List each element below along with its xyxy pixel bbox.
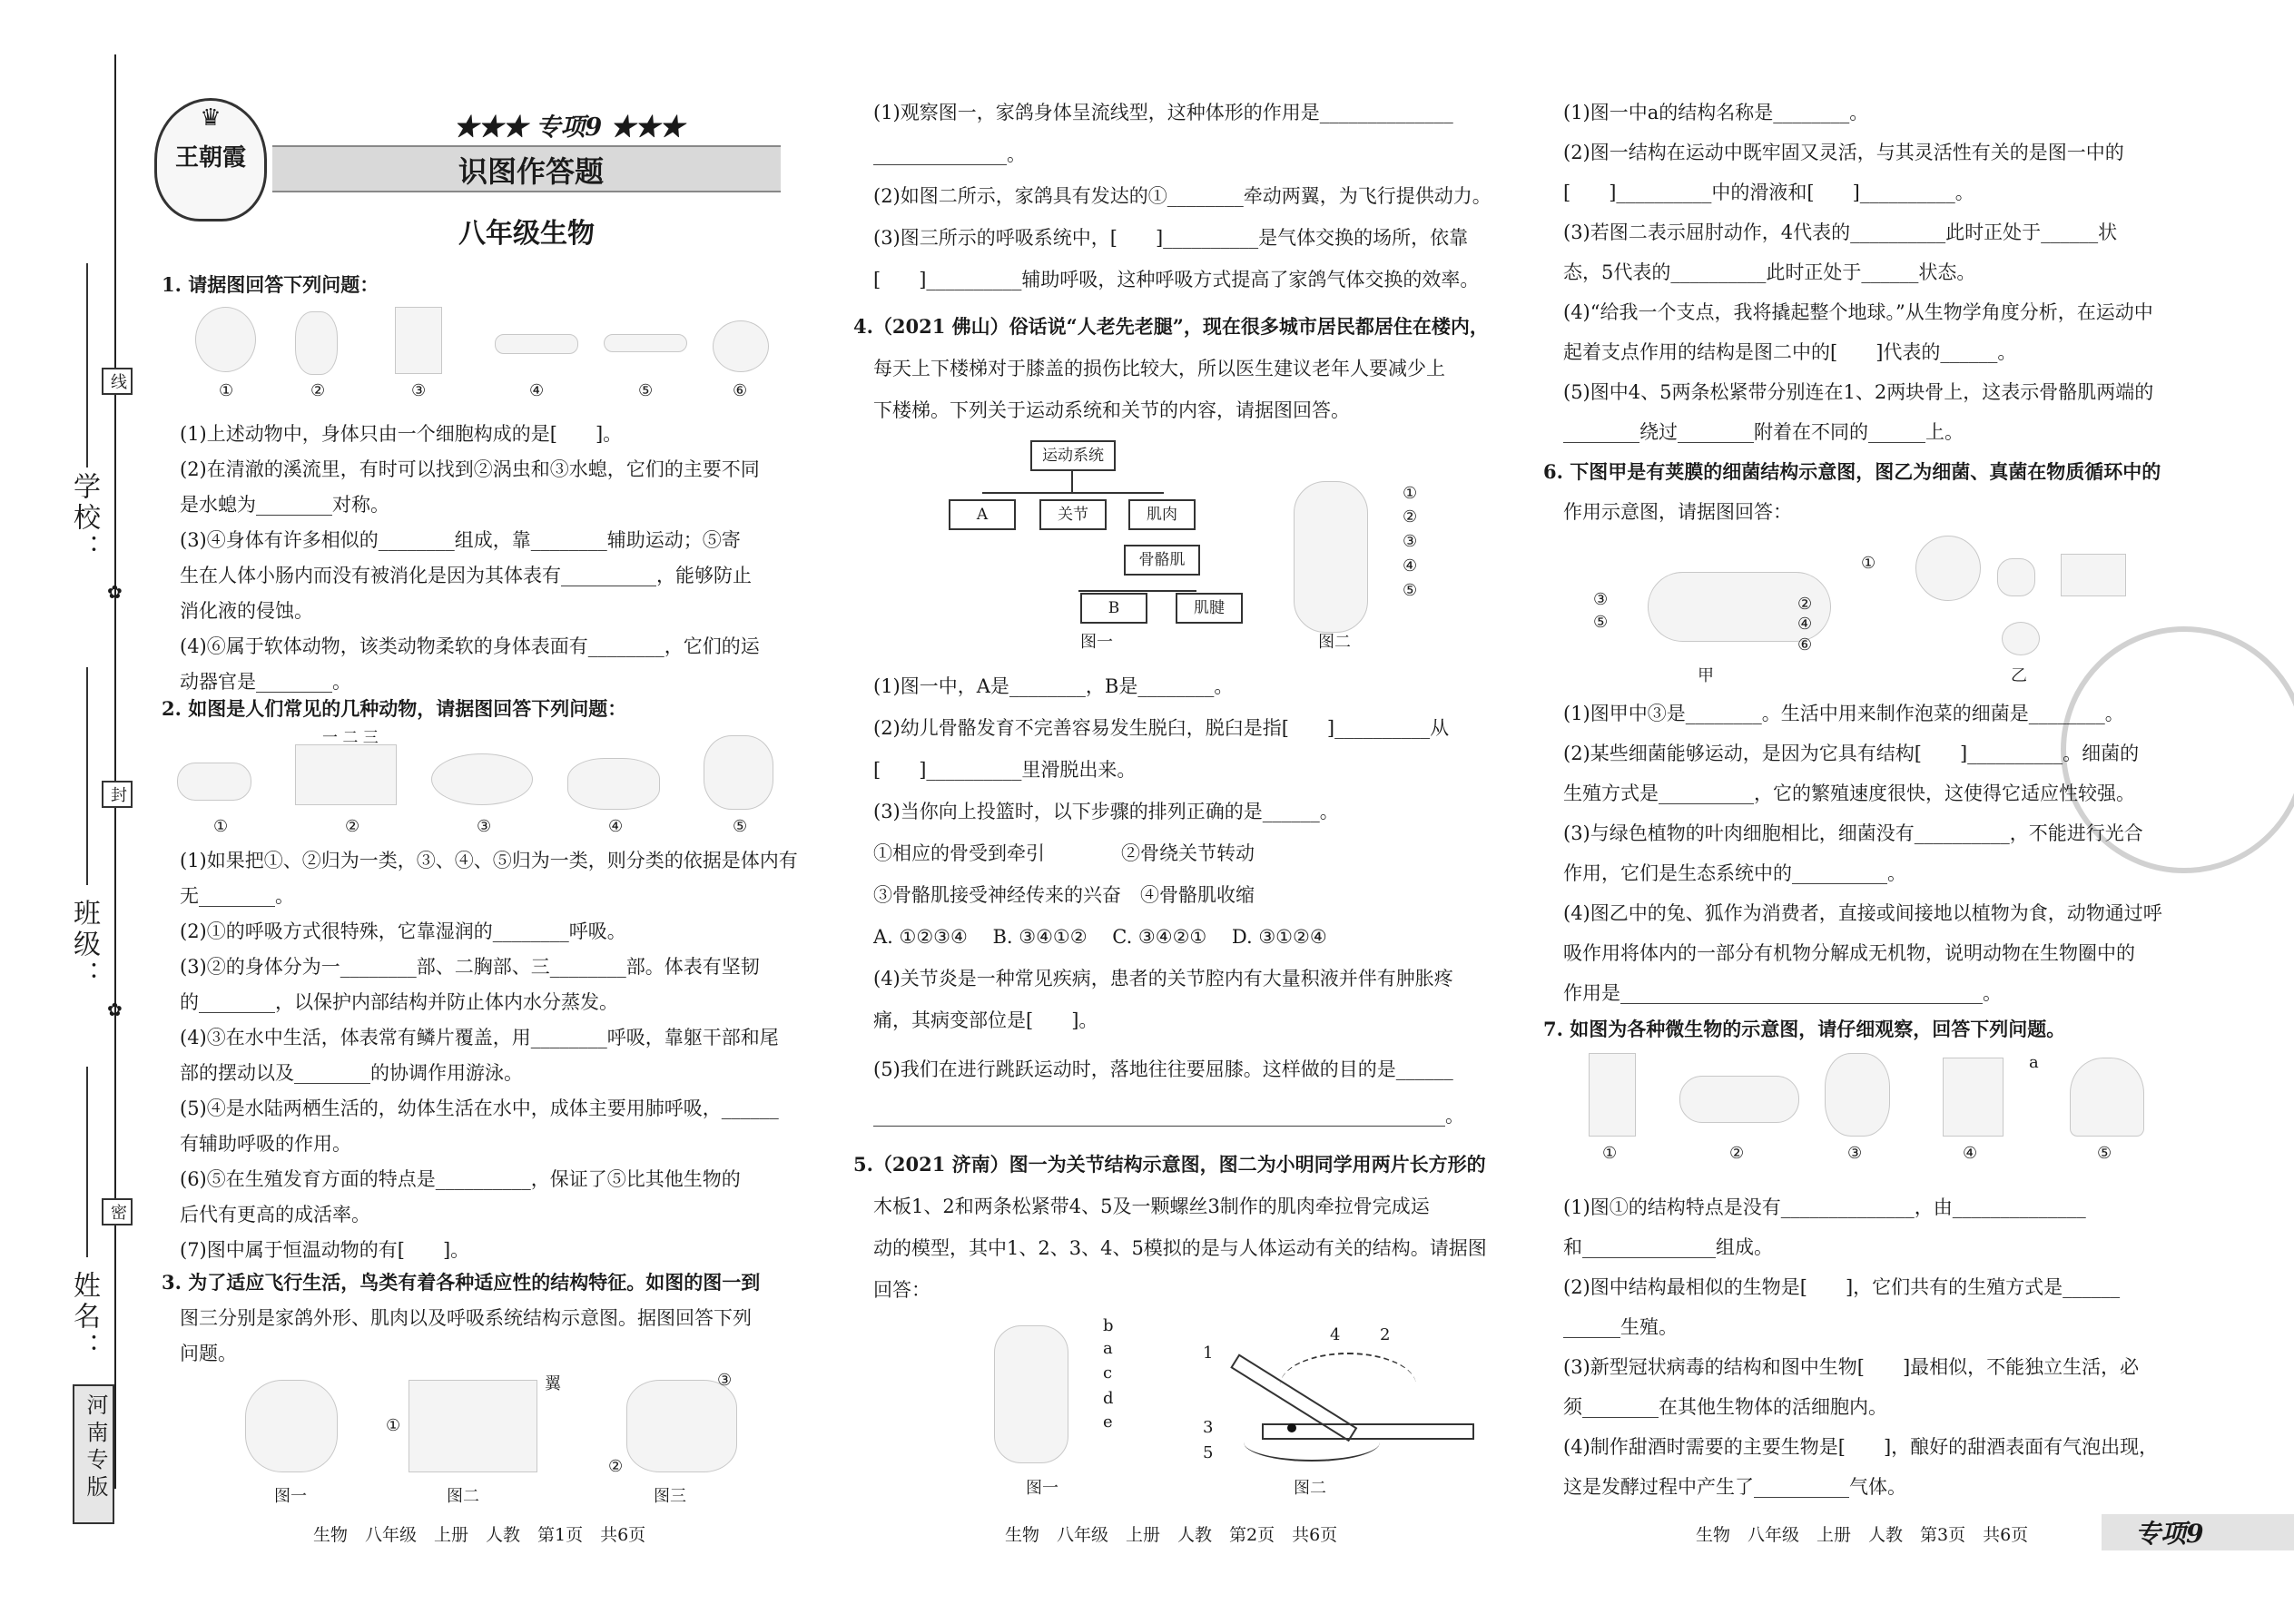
earthworm-image xyxy=(177,763,251,801)
figure-label: 4 xyxy=(1330,1325,1341,1344)
earthworm-image xyxy=(495,334,578,354)
text-line: (1)上述动物中，身体只由一个细胞构成的是[ ]。 xyxy=(180,423,623,445)
figure-label: ② xyxy=(310,381,326,400)
figure-label: ⑤ xyxy=(1403,581,1418,600)
fox-image xyxy=(2061,554,2126,596)
diagram-box: 肌肉 xyxy=(1128,499,1196,530)
virus-image xyxy=(1589,1053,1636,1137)
bacterium-image xyxy=(1679,1076,1799,1123)
page-footer: 生物 八年级 上册 人教 第2页 共6页 xyxy=(1005,1525,1338,1545)
connector-line xyxy=(982,492,1164,494)
gutter-ornament: ✿ xyxy=(107,999,123,1020)
q7-title: 7. 如图为各种微生物的示意图，请仔细观察，回答下列问题。 xyxy=(1543,1018,2066,1040)
text-line: (3)②的身体分为一________部、二胸部、三________部。体表有坚韧 xyxy=(180,956,760,978)
figure-label: ③ xyxy=(1593,590,1609,609)
text-line: 作用示意图，请据图回答： xyxy=(1563,501,1792,523)
rabbit-image xyxy=(704,735,773,810)
planarian-image xyxy=(295,311,338,375)
figure-caption: 图一 xyxy=(274,1487,307,1506)
page-title: 识图作答题 xyxy=(458,154,605,189)
connector-line xyxy=(1071,469,1073,492)
text-line: (3)若图二表示屈肘动作，4代表的__________此时正处于______状 xyxy=(1563,221,2118,243)
q1-title: 1. 请据图回答下列问题： xyxy=(162,273,379,296)
figure-label: e xyxy=(1103,1412,1113,1432)
text-line: (2)①的呼吸方式很特殊，它靠湿润的________呼吸。 xyxy=(180,920,626,942)
figure-label: ④ xyxy=(1403,556,1418,576)
text-line: (3)当你向上投篮时，以下步骤的排列正确的是______。 xyxy=(873,801,1339,822)
text-line: 有辅助呼吸的作用。 xyxy=(180,1133,351,1155)
figure-label: ① xyxy=(213,817,229,836)
text-line: ____________________________________________________________。 xyxy=(873,1105,1464,1127)
text-line: (2)如图二所示，家鸽具有发达的①________牵动两翼，为飞行提供动力。 xyxy=(873,185,1492,207)
text-line: 起着支点作用的结构是图二中的[ ]代表的______。 xyxy=(1563,341,2017,363)
text-line: [ ]__________辅助呼吸，这种呼吸方式提高了家鸽气体交换的效率。 xyxy=(873,269,1480,290)
q6-figures xyxy=(1593,536,2156,690)
text-line: 须________在其他生物体的活细胞内。 xyxy=(1563,1396,1887,1418)
figure-label: a xyxy=(1103,1339,1113,1358)
snail-image xyxy=(713,320,769,372)
figure-label: ③ xyxy=(1847,1144,1863,1163)
figure-label: ① xyxy=(1602,1144,1618,1163)
text-line: ________绕过________附着在不同的______上。 xyxy=(1563,421,1964,443)
figure-label: ⑤ xyxy=(2097,1144,2112,1163)
gutter-seal-tag-xian xyxy=(102,368,133,399)
wing-label: 翼 xyxy=(545,1374,561,1393)
text-line: 态，5代表的__________此时正处于______状态。 xyxy=(1563,261,1976,283)
figure-label: d xyxy=(1103,1389,1114,1408)
edition-box xyxy=(73,1384,114,1524)
figure-label: ① xyxy=(219,381,234,400)
figure-label: ③ xyxy=(477,817,492,836)
seal-tag: 封 xyxy=(102,781,133,808)
text-line: 消化液的侵蚀。 xyxy=(180,600,313,622)
q7-figures xyxy=(1580,1053,2161,1171)
joint-structure-image xyxy=(994,1325,1068,1463)
q5-figures xyxy=(980,1316,1489,1498)
q4-figures xyxy=(944,440,1452,658)
text-line: (1)图甲中③是________。生活中用来制作泡菜的细菌是________。 xyxy=(1563,703,2124,724)
figure-caption: 甲 xyxy=(1698,666,1714,685)
text-line: [ ]__________中的滑液和[ ]__________。 xyxy=(1563,182,1974,203)
text-line: (5)我们在进行跳跃运动时，落地往往要屈膝。这样做的目的是______ xyxy=(873,1058,1453,1080)
text-line: (7)图中属于恒温动物的有[ ]。 xyxy=(180,1239,470,1261)
tree-image xyxy=(1915,536,1981,601)
diagram-box: 肌腱 xyxy=(1176,593,1243,624)
text-line: (1)图一中，A是________，B是________。 xyxy=(873,675,1234,697)
q3-title: 3. 为了适应飞行生活，鸟类有着各种适应性的结构特征。如图的图一到 xyxy=(162,1271,761,1294)
fungi-image xyxy=(2002,622,2040,655)
band-4 xyxy=(1280,1353,1416,1418)
page-footer: 生物 八年级 上册 人教 第1页 共6页 xyxy=(313,1525,646,1545)
q2-title: 2. 如图是人们常见的几种动物，请据图回答下列问题： xyxy=(162,697,627,720)
gutter-ornament: ✿ xyxy=(107,581,123,603)
figure-caption: 乙 xyxy=(2011,666,2027,685)
text-line: (4)图乙中的兔、狐作为消费者，直接或间接地以植物为食，动物通过呼 xyxy=(1563,902,2162,924)
figure-caption: 图二 xyxy=(447,1487,479,1506)
paramecium-image xyxy=(195,307,256,372)
class-label: 班级： xyxy=(68,899,100,991)
yeast-image xyxy=(1825,1053,1890,1137)
text-line: (2)某些细菌能够运动，是因为它具有结构[ ]__________。细菌的 xyxy=(1563,743,2140,764)
q2-figure-row xyxy=(177,726,803,835)
q1-figure-row xyxy=(195,307,776,407)
text-line: 和______________组成。 xyxy=(1563,1236,1773,1258)
diagram-box: B xyxy=(1080,593,1147,624)
crown-icon: ♛ xyxy=(200,104,222,132)
diagram-box: A xyxy=(949,499,1016,530)
text-line: 生在人体小肠内而没有被消化是因为其体表有__________，能够防止 xyxy=(180,565,752,586)
text-line: 后代有更高的成活率。 xyxy=(180,1204,370,1225)
figure-label: ④ xyxy=(1963,1144,1978,1163)
corner-tag: 专项9 xyxy=(2135,1519,2204,1549)
roundworm-image xyxy=(604,334,687,352)
text-line: (3)新型冠状病毒的结构和图中生物[ ]最相似，不能独立生活，必 xyxy=(1563,1356,2140,1378)
figure-label: 1 xyxy=(1203,1343,1214,1363)
figure-label: 5 xyxy=(1203,1443,1214,1462)
text-line: (4)关节炎是一种常见疾病，患者的关节腔内有大量积液并伴有肿胀疼 xyxy=(873,968,1453,989)
text-line: (2)在清澈的溪流里，有时可以找到②涡虫和③水螅，它们的主要不同 xyxy=(180,458,760,480)
gutter-seal-tag-mi xyxy=(102,1198,133,1229)
text-line: (3)与绿色植物的叶肉细胞相比，细菌没有__________，不能进行光合 xyxy=(1563,822,2143,844)
connector-line xyxy=(1078,590,1196,592)
text-line: 作用，它们是生态系统中的__________。 xyxy=(1563,862,1906,884)
text-line: 吸作用将体内的一部分有机物分解成无机物，说明动物在生物圈中的 xyxy=(1563,942,2135,964)
figure-label: ③ xyxy=(411,381,427,400)
text-line: [ ]__________里滑脱出来。 xyxy=(873,759,1137,781)
text-line: (6)⑤在生殖发育方面的特点是__________，保证了⑤比其他生物的 xyxy=(180,1168,741,1190)
text-line: (4)制作甜酒时需要的主要生物是[ ]，酿好的甜酒表面有气泡出现， xyxy=(1563,1436,2159,1458)
diagram-box: 运动系统 xyxy=(1030,440,1116,471)
text-line: (1)观察图一，家鸽身体呈流线型，这种体形的作用是______________ xyxy=(873,102,1453,123)
text-line: 回答： xyxy=(873,1279,930,1301)
school-label: 学校： xyxy=(68,472,100,565)
logo-text: 王朝霞 xyxy=(174,144,246,172)
text-line: 痛，其病变部位是[ ]。 xyxy=(873,1009,1098,1031)
figure-label: ① xyxy=(386,1416,401,1435)
text-line: 下楼梯。下列关于运动系统和关节的内容，请据图回答。 xyxy=(873,399,1350,421)
text-line: (2)图中结构最相似的生物是[ ]，它们共有的生殖方式是______ xyxy=(1563,1276,2121,1298)
gutter-line xyxy=(114,54,116,1489)
q6-title: 6. 下图甲是有荚膜的细菌结构示意图，图乙为细菌、真菌在物质循环中的 xyxy=(1543,460,2161,483)
figure-label: ④ xyxy=(529,381,545,400)
text-line: ③骨骼肌接受神经传来的兴奋 ④骨骼肌收缩 xyxy=(873,884,1255,906)
pigeon-image xyxy=(245,1380,338,1472)
figure-label: ⑥ xyxy=(733,381,748,400)
edition-label: 河南专版 xyxy=(83,1393,108,1502)
text-line: ______________。 xyxy=(873,143,1026,165)
grasshopper-image xyxy=(295,744,397,805)
figure-label: ② xyxy=(1403,507,1418,527)
diagram-box: 骨骼肌 xyxy=(1124,545,1200,576)
text-line: 的________，以保护内部结构并防止体内水分蒸发。 xyxy=(180,991,618,1013)
diagram-box: 关节 xyxy=(1039,499,1107,530)
figure-label: 2 xyxy=(1380,1325,1391,1344)
figure-label: a xyxy=(2029,1053,2039,1072)
text-line: (3)图三所示的呼吸系统中，[ ]__________是气体交换的场所，依靠 xyxy=(873,227,1469,249)
figure-label: ③ xyxy=(717,1371,733,1390)
text-line: 部的摆动以及________的协调作用游泳。 xyxy=(180,1062,523,1084)
figure-label: ④ xyxy=(608,817,624,836)
figure-label: ⑥ xyxy=(1797,635,1813,655)
text-line: 动的模型，其中1、2、3、4、5模拟的是与人体运动有关的结构。请据图 xyxy=(873,1237,1487,1259)
figure-caption: 图二 xyxy=(1318,633,1351,652)
gutter-seal-tag-feng xyxy=(102,781,133,812)
text-line: (1)图一中a的结构名称是________。 xyxy=(1563,102,1869,123)
text-line: 这是发酵过程中产生了__________气体。 xyxy=(1563,1476,1906,1498)
text-line: 作用是______________________________________。 xyxy=(1563,982,2002,1004)
text-line: (5)图中4、5两条松紧带分别连在1、2两块骨上，这表示骨骼肌两端的 xyxy=(1563,381,2154,403)
seal-tag: 密 xyxy=(102,1198,133,1225)
figure-caption: 图三 xyxy=(654,1487,686,1506)
figure-label: ② xyxy=(608,1457,624,1476)
figure-label: ③ xyxy=(1403,532,1418,551)
text-line: 图三分别是家鸽外形、肌肉以及呼吸系统结构示意图。据图回答下列 xyxy=(180,1307,752,1329)
figure-label: ⑤ xyxy=(1593,613,1609,632)
text-line: 动器官是________。 xyxy=(180,671,351,693)
text-line: 每天上下楼梯对于膝盖的损伤比较大，所以医生建议老年人要减少上 xyxy=(873,358,1445,379)
band-5 xyxy=(1244,1423,1380,1462)
text-line: 生殖方式是__________，它的繁殖速度很快，这使得它适应性较强。 xyxy=(1563,782,2135,804)
hydra-image xyxy=(395,307,442,374)
text-line: 无________。 xyxy=(180,885,294,907)
text-line: 是水螅为________对称。 xyxy=(180,494,389,516)
mushroom-image xyxy=(2070,1058,2144,1137)
pigeon-muscle-image xyxy=(409,1380,537,1472)
pigeon-respiratory-image xyxy=(626,1380,737,1472)
figure-label: ⑤ xyxy=(733,817,748,836)
text-line: (4)③在水中生活，体表常有鳞片覆盖，用________呼吸，靠躯干部和尾 xyxy=(180,1027,779,1048)
class-field[interactable] xyxy=(86,667,88,885)
mold-image xyxy=(1943,1058,2004,1137)
frog-image xyxy=(567,758,660,810)
text-line: (5)④是水陆两栖生活的，幼体生活在水中，成体主要用肺呼吸，______ xyxy=(180,1097,779,1119)
page-footer: 生物 八年级 上册 人教 第3页 共6页 xyxy=(1696,1525,2029,1545)
text-line: ______生殖。 xyxy=(1563,1316,1678,1338)
text-line: (1)图①的结构特点是没有______________，由______________ xyxy=(1563,1196,2086,1218)
figure-caption: 图一 xyxy=(1026,1479,1058,1498)
figure-label: ① xyxy=(1403,484,1418,503)
figure-label: ⑤ xyxy=(638,381,654,400)
text-line: (4)⑥属于软体动物，该类动物柔软的身体表面有________，它们的运 xyxy=(180,635,760,657)
logo-badge xyxy=(154,98,267,221)
school-field[interactable] xyxy=(86,263,88,468)
figure-label: ② xyxy=(1797,595,1813,614)
figure-label: 3 xyxy=(1203,1418,1214,1437)
figure-caption: 图一 xyxy=(1080,633,1113,652)
text-line: (3)④身体有许多相似的________组成，靠________辅助运动；⑤寄 xyxy=(180,529,741,551)
knee-joint-image xyxy=(1294,481,1368,633)
name-field[interactable] xyxy=(86,1067,88,1257)
header-special: ★★★ 专项9 ★★★ xyxy=(454,113,684,142)
figure-label: b xyxy=(1103,1316,1114,1335)
figure-label: c xyxy=(1103,1363,1113,1383)
figure-label: ④ xyxy=(1797,615,1813,634)
grasshopper-parts-label: 一 二 三 xyxy=(322,729,379,747)
text-line: 问题。 xyxy=(180,1343,237,1364)
name-label: 姓名： xyxy=(68,1271,100,1363)
figure-label: ② xyxy=(345,817,360,836)
figure-label: ① xyxy=(1861,554,1876,573)
q4-title: 4.（2021 佛山）俗话说“人老先老腿”，现在很多城市居民都居住在楼内， xyxy=(853,315,1489,338)
fish-image xyxy=(431,753,533,805)
figure-caption: 图二 xyxy=(1294,1479,1326,1498)
subject-title: 八年级生物 xyxy=(458,218,595,250)
text-line: (4)“给我一个支点，我将撬起整个地球。”从生物学角度分析，在运动中 xyxy=(1563,301,2153,323)
text-line: (1)如果把①、②归为一类，③、④、⑤归为一类，则分类的依据是体内有 xyxy=(180,850,798,871)
text-line: (2)图一结构在运动中既牢固又灵活，与其灵活性有关的是图一中的 xyxy=(1563,142,2124,163)
q3-figures xyxy=(236,1371,763,1507)
text-line: ①相应的骨受到牵引 ②骨绕关节转动 xyxy=(873,842,1255,864)
figure-label: ② xyxy=(1729,1144,1745,1163)
text-line: (2)幼儿骨骼发育不完善容易发生脱臼，脱臼是指[ ]__________从 xyxy=(873,717,1450,739)
text-line: A. ①②③④ B. ③④①② C. ③④②① D. ③①②④ xyxy=(873,926,1327,948)
q5-title: 5.（2021 济南）图一为关节结构示意图，图二为小明同学用两片长方形的 xyxy=(853,1153,1486,1176)
rabbit-image xyxy=(1997,558,2035,596)
text-line: 木板1、2和两条松紧带4、5及一颗螺丝3制作的肌肉牵拉骨完成运 xyxy=(873,1196,1430,1217)
seal-tag: 线 xyxy=(102,368,133,395)
